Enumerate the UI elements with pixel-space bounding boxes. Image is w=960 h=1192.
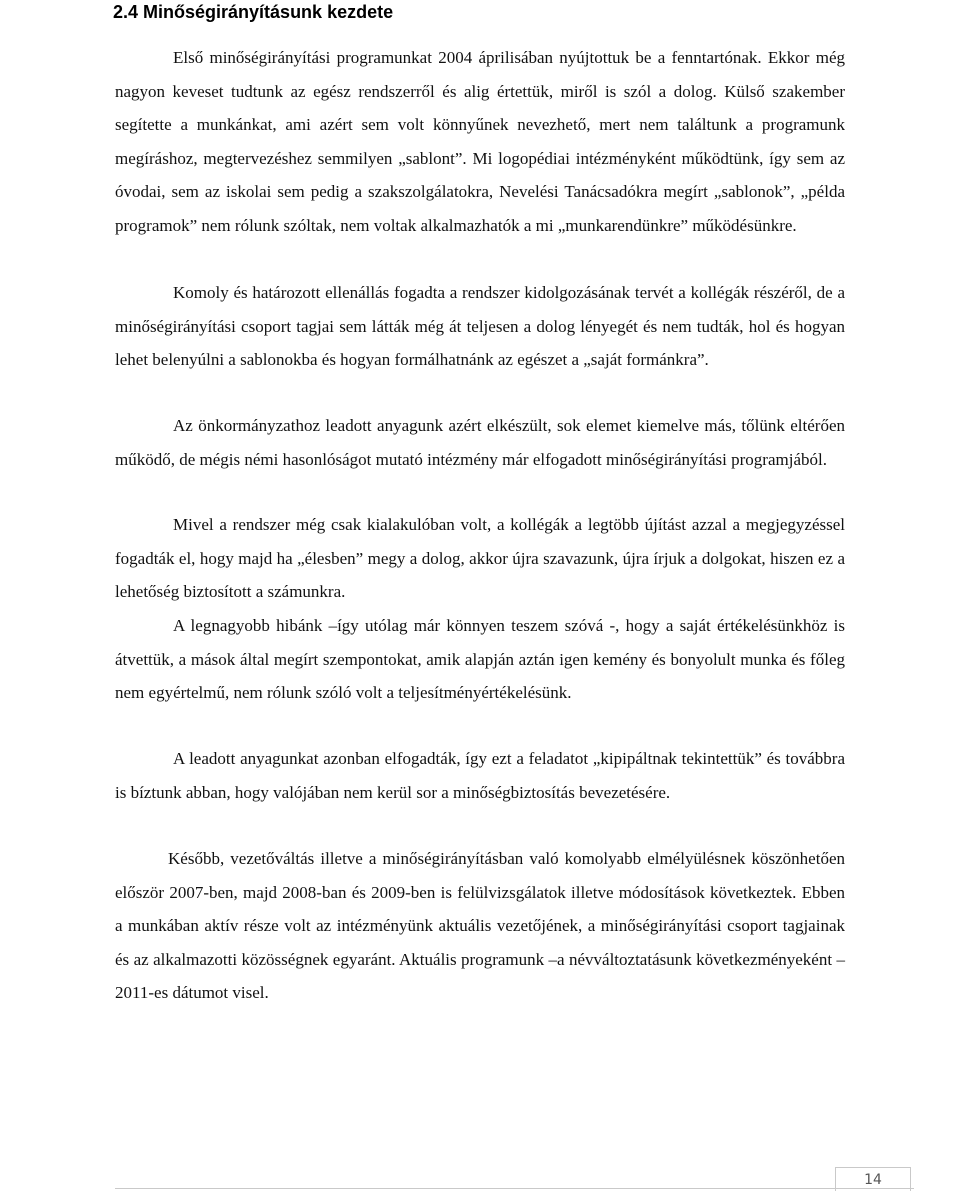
page-number: 14 [835,1167,911,1191]
footer-rule [115,1188,914,1189]
paragraph-7: Később, vezetőváltás illetve a minőségirányításban való komolyabb elmélyülésnek köszönhetően először 2007-ben, majd 2008-ban és 2009-ben is felülvizsgálatok illetve módosítások következtek. Ebben a munkában aktív része volt az intézményünk aktuális vezetőjének, a minőségirányítási csoport tagjainak és az alkalmazotti közösségnek egyaránt. Aktuális programunk –a névváltoztatásunk következményeként – 2011-es dátumot visel. [115,849,845,1003]
section-heading: 2.4 Minőségirányításunk kezdete [113,2,394,22]
paragraph-1: Első minőségirányítási programunkat 2004 áprilisában nyújtottuk be a fenntartónak. Ekkor még nagyon keveset tudtunk az egész rendszerről és alig értettük, miről is szól a dolog. Külső szakember segítette a munkánkat, ami azért sem volt könnyűnek nevezhető, mert nem találtunk a programunk megíráshoz, megtervezéshez semmilyen „sablont”. Mi logopédiai intézményként működtünk, így sem az óvodai, sem az iskolai sem pedig a szakszolgálatokra, Nevelési Tanácsadókra megírt „sablonok”, „példa programok” nem rólunk szóltak, nem voltak alkalmazhatók a mi „munkarendünkre” működésünkre. [115,48,845,235]
paragraph-2: Komoly és határozott ellenállás fogadta a rendszer kidolgozásának tervét a kollégák részéről, de a minőségirányítási csoport tagjai sem látták még át teljesen a dolog lényegét és nem tudták, hol és hogyan lehet belenyúlni a sablonokba és hogyan formálhatnánk az egészet a „saját formánkra”. [115,283,845,370]
paragraph-3: Az önkormányzathoz leadott anyagunk azért elkészült, sok elemet kiemelve más, tőlünk eltérően működő, de mégis némi hasonlóságot mutató intézmény már elfogadott minőségirányítási programjából. [115,416,845,469]
paragraph-4: Mivel a rendszer még csak kialakulóban volt, a kollégák a legtöbb újítást azzal a megjegyzéssel fogadták el, hogy majd ha „élesben” megy a dolog, akkor újra szavazunk, újra írjuk a dolgokat, hiszen ez a lehetőség biztosított a számunkra. [115,515,845,602]
paragraph-5: A legnagyobb hibánk –így utólag már könnyen teszem szóvá -, hogy a saját értékelésünkhöz is átvettük, a mások által megírt szempontokat, amik alapján aztán igen kemény és bonyolult munka és főleg nem egyértelmű, nem rólunk szóló volt a teljesítményértékelésünk. [115,616,845,703]
paragraph-6: A leadott anyagunkat azonban elfogadták, így ezt a feladatot „kipipáltnak tekintettük” és továbbra is bíztunk abban, hogy valójában nem kerül sor a minőségbiztosítás bevezetésére. [115,749,845,802]
